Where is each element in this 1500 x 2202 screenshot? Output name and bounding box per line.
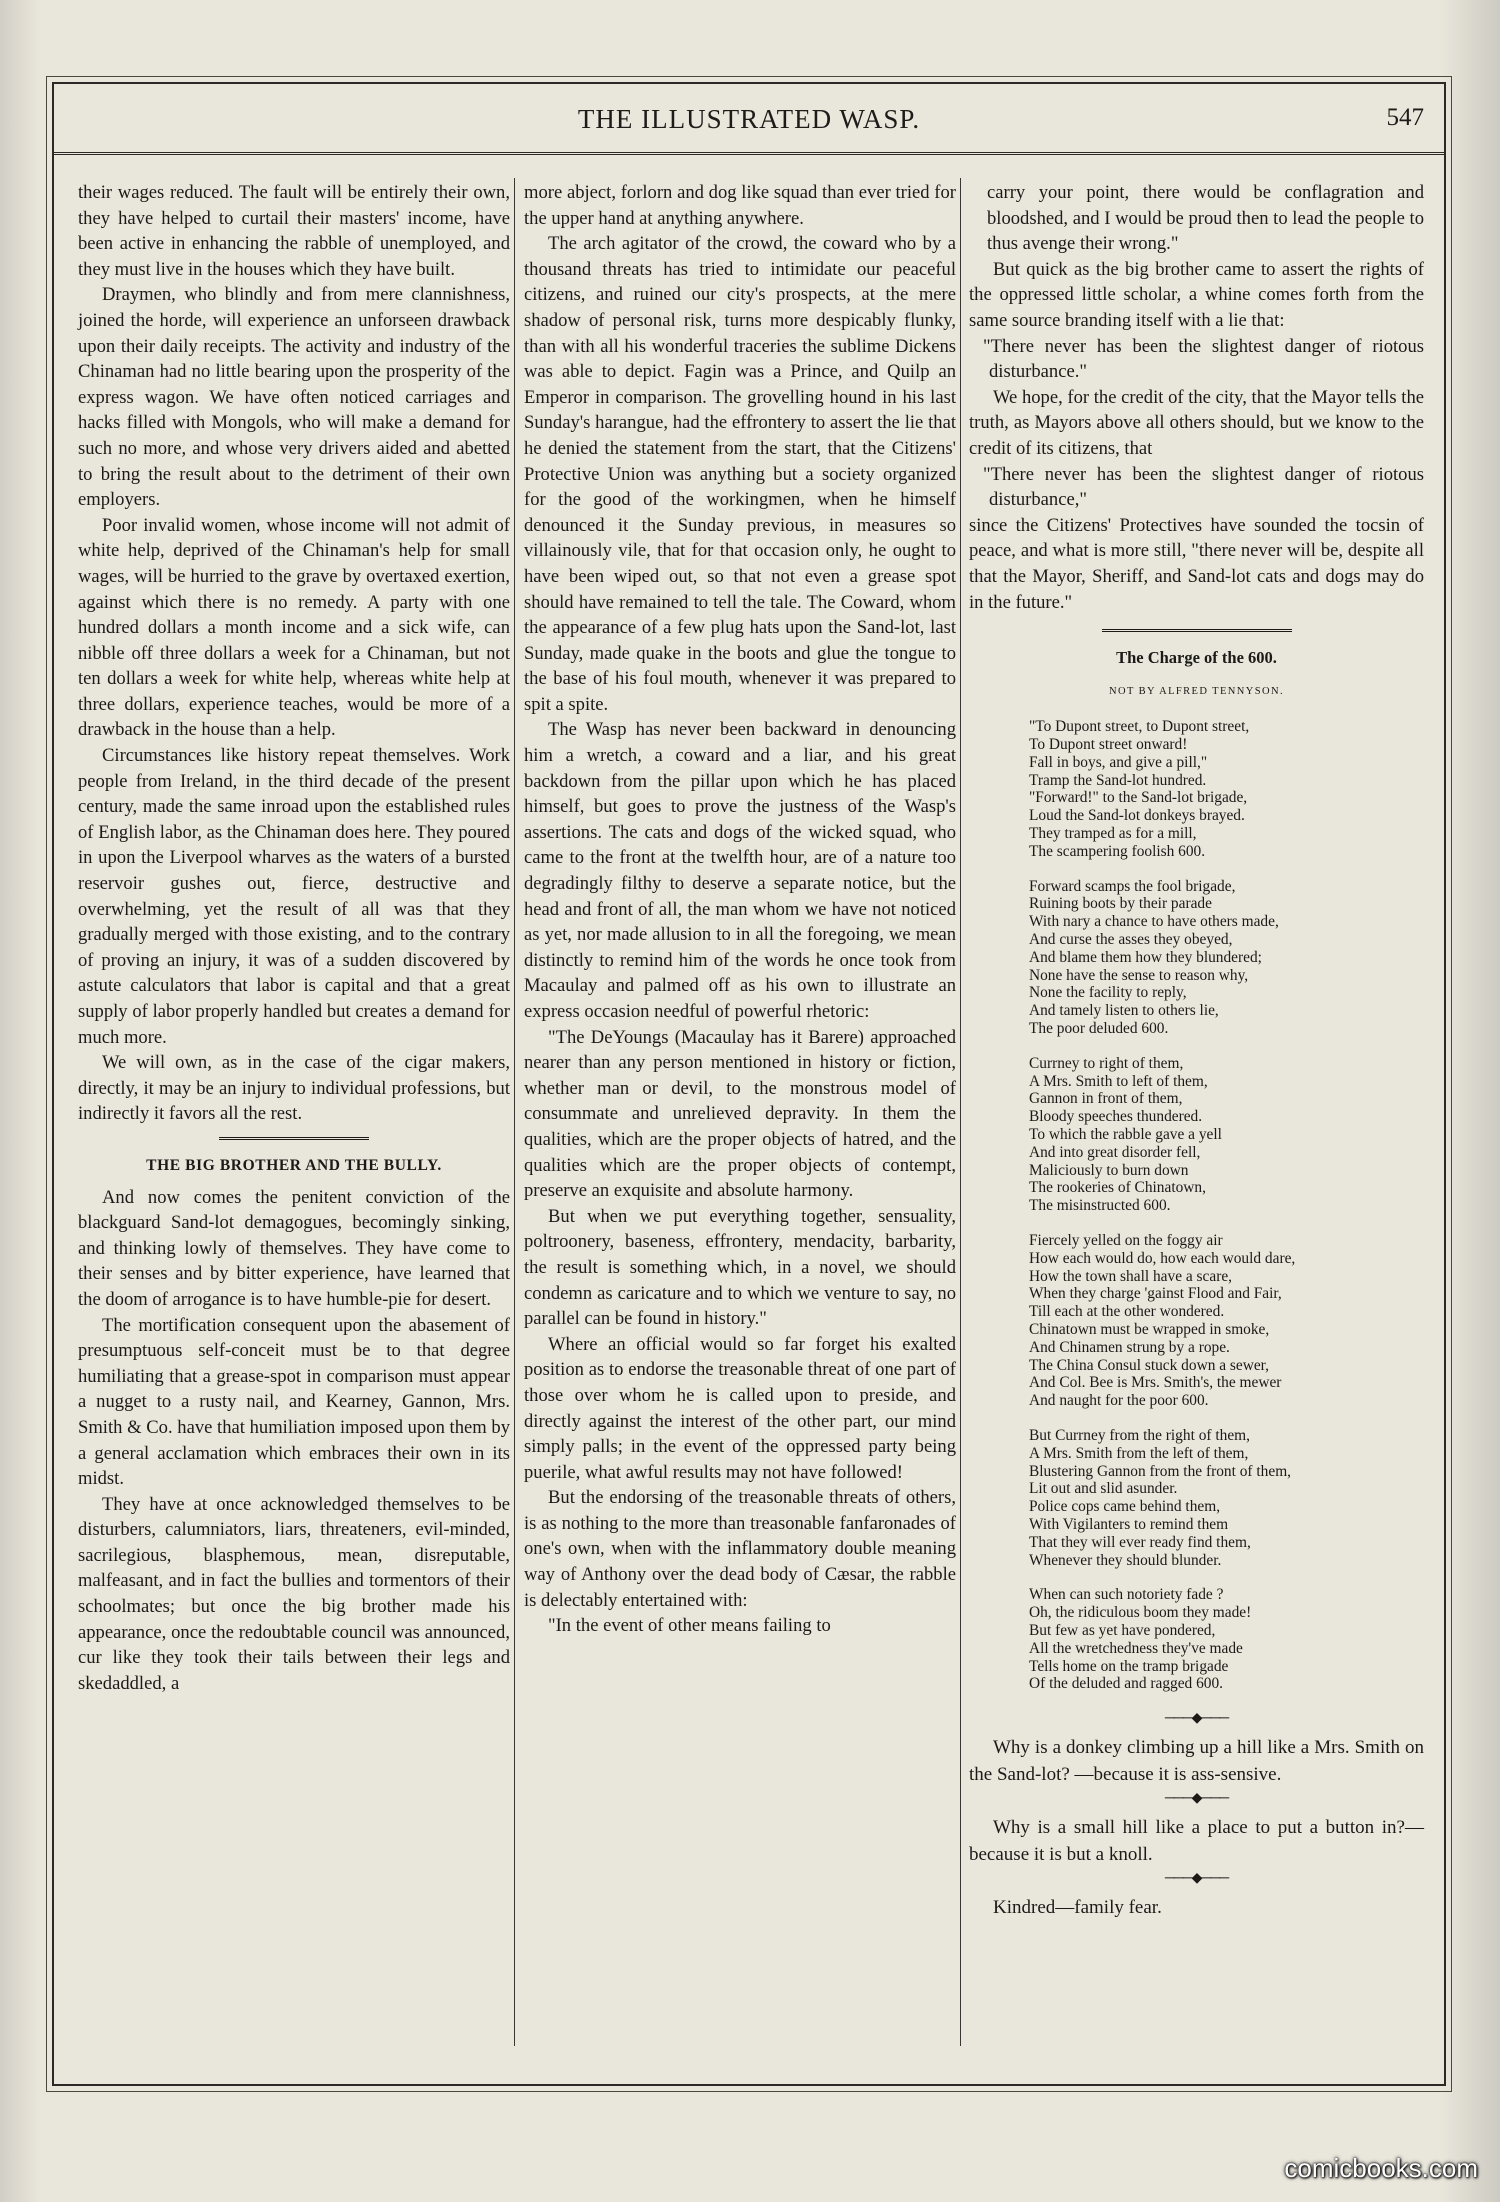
poem-line: The rookeries of Chinatown, (1029, 1179, 1206, 1197)
poem (1029, 718, 1424, 1693)
poem-line: The misinstructed 600. (1029, 1197, 1171, 1215)
poem-stanza (1029, 878, 1424, 1038)
poem-line: And curse the asses they obeyed, (1029, 931, 1233, 949)
quotation: "The DeYoungs (Macaulay has it Barere) approached nearer than any person mentioned in history or fiction, whether man or devil, to the monstrous model of consummate and unrelieved depravity. In them the qualities, which are the proper objects of hatred, and the qualities which are the proper objects of contempt, preserve an exquisite and absolute harmony. (524, 1026, 956, 1202)
column-rule-2 (960, 178, 961, 2046)
poem-line: "Forward!" to the Sand-lot brigade, (1029, 789, 1248, 807)
quotation: "There never has been the slightest danger of riotous disturbance," (983, 463, 1424, 511)
poem-line: Tramp the Sand-lot hundred. (1029, 771, 1207, 789)
masthead-title: THE ILLUSTRATED WASP. (577, 104, 921, 134)
paragraph: Poor invalid women, whose income will not admit of white help, deprived of the Chinaman's help for small wages, will be hurried to the grave by overtaxed exertion, against which there is no remedy. A party with one hundred dollars a month income and a sick wife, can nibble off three dollars a week for a Chinaman, but not ten dollars a week for white help, whereas white help at three dollars, experience teaches, would be more of a drawback in the house than a help. (78, 514, 510, 741)
poem-line: A Mrs. Smith from the left of them, (1029, 1444, 1249, 1462)
poem-line: And Chinamen strung by a rope. (1029, 1338, 1230, 1356)
column-rule-1 (514, 178, 515, 2046)
paragraph: And now comes the penitent conviction of the blackguard Sand-lot demagogues, becomingly sinking, and thinking lowly of themselves. They have come to their senses and by bitter experience, have learned that the doom of arrogance is to have humble-pie for desert. (78, 1186, 510, 1310)
paragraph: their wages reduced. The fault will be entirely their own, they have helped to curtail their masters' income, have been active in enhancing the rabble of unemployed, and they must live in the houses which they have built. (78, 182, 510, 280)
section-divider (1102, 629, 1292, 635)
poem-line: Ruining boots by their parade (1029, 895, 1212, 913)
paragraph: Circumstances like history repeat themselves. Work people from Ireland, in the third decade of the present century, made the same inroad upon the established rules of English labor, as the Chinaman does here. They poured in upon the Liverpool wharves as the waters of a bursted reservoir gushes out, fierce, destructive and overwhelming, yet the result of all was that they gradually merged with those existing, and to the contrary of proving an injury, it was of a sudden discovered by astute calculators that labor is capital and that a great supply of labor properly handled but creates a demand for much more. (78, 745, 510, 1048)
paragraph: We hope, for the credit of the city, that the Mayor tells the truth, as Mayors above all others should, but we know to the credit of its citizens, that (969, 386, 1425, 459)
paragraph: But quick as the big brother came to assert the rights of the oppressed little scholar, a whine comes forth from the same source branding itself with a lie that: (969, 258, 1424, 331)
poem-line: Tells home on the tramp brigade (1029, 1657, 1229, 1675)
poem-line: Gannon in front of them, (1029, 1090, 1183, 1108)
paragraph: They have at once acknowledged themselves to be disturbers, calumniators, liars, threateners, evil-minded, sacrilegious, blasphemous, mean, disreputable, malfeasant, and in fact the bullies and tormentors of their schoolmates; but once the big brother made his appearance, once the redoubtable council was announced, cur like they took their tails between their legs and skedaddled, a (78, 1493, 510, 1694)
poem-stanza (1029, 718, 1424, 860)
poem-line: When can such notoriety fade ? (1029, 1586, 1224, 1604)
poem-title: The Charge of the 600. (1116, 648, 1277, 668)
poem-line: When they charge 'gainst Flood and Fair, (1029, 1285, 1282, 1303)
column-3 (969, 180, 1424, 1921)
poem-line: And into great disorder fell, (1029, 1143, 1201, 1161)
poem-stanza (1029, 1586, 1424, 1693)
column-2 (524, 180, 956, 1639)
poem-line: But Currney from the right of them, (1029, 1426, 1250, 1444)
poem-line: Police cops came behind them, (1029, 1498, 1221, 1516)
poem-line: A Mrs. Smith to left of them, (1029, 1072, 1208, 1090)
quotation: carry your point, there would be conflagration and bloodshed, and I would be proud then to lead the people to thus avenge their wrong." (987, 182, 1424, 255)
poem-line: Of the deluded and ragged 600. (1029, 1675, 1224, 1693)
watermark: comicbooks.com (1284, 2153, 1478, 2183)
page-border (52, 82, 1446, 2086)
poem-stanza (1029, 1055, 1424, 1215)
quotation: But when we put everything together, sensuality, poltroonery, baseness, effrontery, mendacity, barbarity, the result is something which, in a novel, we should condemn as caricature and to which we venture to say, no parallel can be found in history." (524, 1205, 956, 1330)
poem-line: And naught for the poor 600. (1029, 1392, 1209, 1410)
poem-line: Blustering Gannon from the front of them, (1029, 1462, 1292, 1480)
poem-line: Bloody speeches thundered. (1029, 1108, 1203, 1126)
column-1 (78, 180, 510, 1696)
poem-line: But few as yet have pondered, (1029, 1621, 1216, 1639)
poem-line: To which the rabble gave a yell (1029, 1126, 1222, 1144)
paragraph: The arch agitator of the crowd, the coward who by a thousand threats has tried to intimidate our peaceful citizens, and ruined our city's prospects, at the mere shadow of personal risk, turns more despicably flunky, than with all his wonderful traceries the sublime Dickens was able to depict. Fagin was a Prince, and Quilp an Emperor in comparison. The grovelling hound in his last Sunday's harangue, had the effrontery to assert the lie that he denied the statement from the start, that the Citizens' Protective Union was anything but a society organized for the good of the workingmen, when he himself denounced it the Sunday previous, in measures so villainously vile, that for that occasion only, he ought to have been wiped out, so that not even a grease spot should have remained to tell the tale. The Coward, whom the appearance of a few plug hats upon the Sand-lot, last Sunday, made quake in the boots and glue the tongue to the base of his foul mouth, whenever it was prepared to spit a spite. (524, 233, 956, 715)
paragraph: since the Citizens' Protectives have sounded the tocsin of peace, and what is more still, "there never will be, despite all that the Mayor, Sheriff, and Sand-lot cats and dogs may do in the future." (969, 514, 1424, 613)
paragraph: more abject, forlorn and dog like squad than ever tried for the upper hand at anything anywhere. (524, 182, 956, 229)
poem-line: How each would do, how each would dare, (1029, 1249, 1296, 1267)
running-header (54, 102, 1444, 155)
ornament-divider: ───◆─── (1164, 1791, 1229, 1807)
poem-line: The China Consul stuck down a sewer, (1029, 1356, 1270, 1374)
ornament-divider: ───◆─── (1164, 1871, 1229, 1887)
poem-line: To Dupont street onward! (1029, 736, 1188, 754)
joke: Why is a small hill like a place to put a button in?—because it is but a knoll. (969, 1817, 1424, 1866)
poem-line: And Col. Bee is Mrs. Smith's, the mewer (1029, 1374, 1282, 1392)
poem-line: Whenever they should blunder. (1029, 1551, 1222, 1569)
ornament-divider: ───◆─── (1164, 1711, 1229, 1727)
poem-byline: NOT BY ALFRED TENNYSON. (1109, 685, 1284, 697)
poem-line: They tramped as for a mill, (1029, 825, 1197, 843)
section-divider (219, 1137, 369, 1143)
poem-line: Oh, the ridiculous boom they made! (1029, 1604, 1252, 1622)
poem-line: Chinatown must be wrapped in smoke, (1029, 1320, 1270, 1338)
poem-line: With Vigilanters to remind them (1029, 1515, 1229, 1533)
page-number: 547 (1386, 104, 1424, 131)
paragraph: The mortification consequent upon the abasement of presumptuous self-conceit must be to that degree humiliating that a grease-spot in comparison must appear a nugget to a rusty nail, and Kearney, Gannon, Mrs. Smith & Co. have that humiliation imposed upon them by a general acclamation which embraces their own in its midst. (78, 1314, 510, 1490)
paragraph: Where an official would so far forget his exalted position as to endorse the treasonable threat of one part of those over whom he is called upon to preside, and directly against the interest of the other part, our mind simply palls; in the event of the oppressed party being puerile, what awful results may not have followed! (524, 1333, 956, 1483)
paragraph: Draymen, who blindly and from mere clannishness, joined the horde, will experience an unforseen drawback upon their daily receipts. The activity and industry of the Chinaman had no little bearing upon the prosperity of the express wagon. We have often noticed carriages and hacks filled with Mongols, who will make a demand for such no more, and whose very drivers aided and abetted to bring the result about to the detriment of their own employers. (78, 284, 510, 511)
paragraph: But the endorsing of the treasonable threats of others, is as nothing to the more than treasonable fanfaronades of one's own, when with the inflammatory double meaning way of Anthony over the dead body of Cæsar, the rabble is delectably entertained with: (524, 1487, 956, 1611)
joke: Kindred—family fear. (993, 1897, 1162, 1919)
poem-line: The scampering foolish 600. (1029, 842, 1206, 860)
poem-line: That they will ever ready find them, (1029, 1533, 1251, 1551)
poem-line: "To Dupont street, to Dupont street, (1029, 718, 1250, 736)
quotation: "In the event of other means failing to (548, 1615, 831, 1637)
poem-line: How the town shall have a scare, (1029, 1267, 1233, 1285)
poem-line: With nary a chance to have others made, (1029, 913, 1279, 931)
poem-line: And tamely listen to others lie, (1029, 1002, 1219, 1020)
paragraph: The Wasp has never been backward in denouncing him a wretch, a coward and a liar, and his great backdown from the pillar upon which he has placed himself, but goes to prove the justness of the Wasp's assertions. The cats and dogs of the wicked squad, who came to the front at the twelfth hour, are of a nature too degradingly filthy to deserve a separate notice, but the head and front of all, the man whom we have not noticed as yet, nor made allusion to in all the foregoing, we mean distinctly to remind him of the words he once took from Macaulay and palmed off as his own to illustrate an express occasion needful of powerful rhetoric: (524, 719, 956, 1022)
poem-line: All the wretchedness they've made (1029, 1639, 1243, 1657)
poem-stanza (1029, 1232, 1424, 1410)
poem-line: Forward scamps the fool brigade, (1029, 877, 1236, 895)
poem-line: And blame them how they blundered; (1029, 948, 1262, 966)
poem-stanza (1029, 1427, 1424, 1569)
joke: Why is a donkey climbing up a hill like a Mrs. Smith on the Sand-lot? —because it is ass-sensive. (969, 1737, 1424, 1786)
poem-line: Loud the Sand-lot donkeys brayed. (1029, 807, 1245, 825)
poem-line: Lit out and slid asunder. (1029, 1480, 1178, 1498)
poem-line: The poor deluded 600. (1029, 1020, 1169, 1038)
poem-line: Currney to right of them, (1029, 1054, 1184, 1072)
section-heading: THE BIG BROTHER AND THE BULLY. (146, 1156, 442, 1174)
poem-line: Maliciously to burn down (1029, 1161, 1189, 1179)
paragraph: We will own, as in the case of the cigar makers, directly, it may be an injury to individual professions, but indirectly it favors all the rest. (78, 1052, 510, 1125)
poem-line: Till each at the other wondered. (1029, 1303, 1225, 1321)
quotation: "There never has been the slightest danger of riotous disturbance." (983, 335, 1424, 383)
poem-line: Fall in boys, and give a pill," (1029, 753, 1208, 771)
poem-line: None the facility to reply, (1029, 984, 1187, 1002)
poem-line: Fiercely yelled on the foggy air (1029, 1232, 1223, 1249)
poem-line: None have the sense to reason why, (1029, 966, 1249, 984)
